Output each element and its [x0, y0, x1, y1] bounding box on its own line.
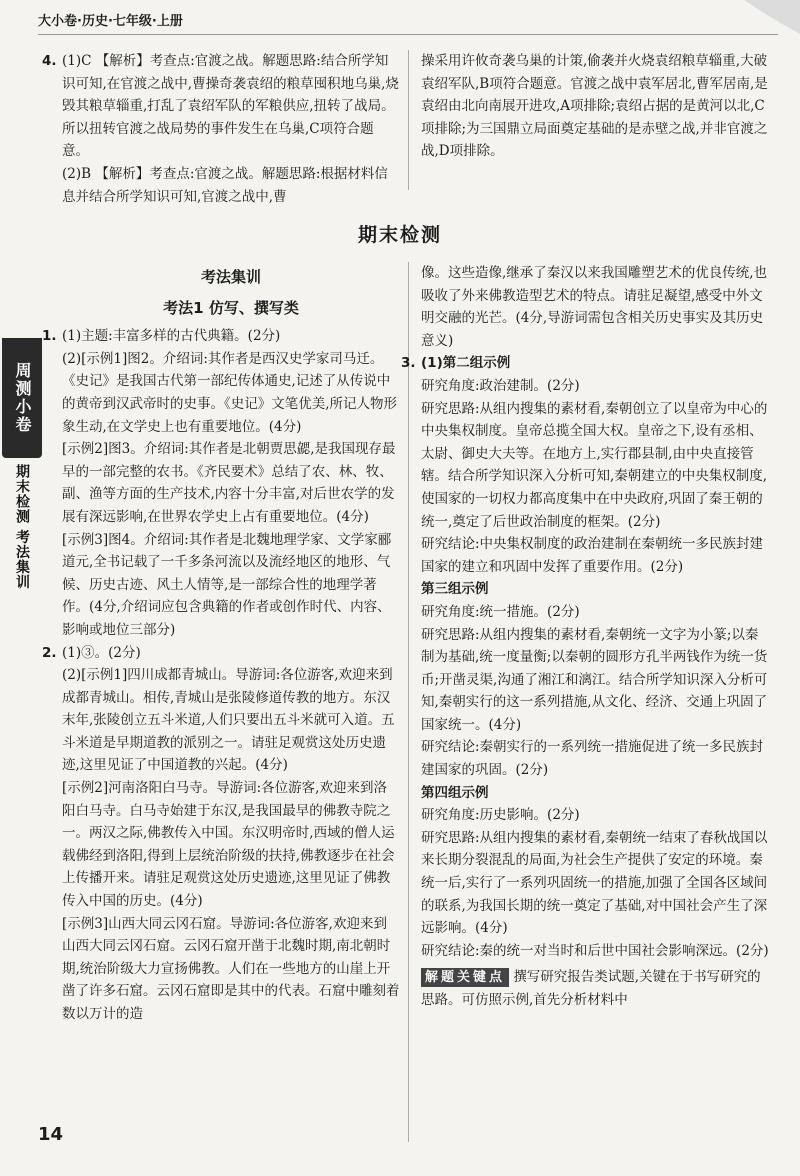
answer-paragraph: (1)主题:丰富多样的古代典籍。(2分)	[62, 328, 281, 345]
right-column	[401, 262, 771, 1012]
key-point-text: 撰写研究报告类试题,关键在于书写研究的思路。可仿照示例,首先分析材料中	[421, 969, 761, 1008]
research-idea: 研究思路:从组内搜集的素材看,秦朝统一文字为小篆;以秦制为基础,统一度量衡;以秦朝的圆形方孔半两钱作为统一货币;开凿灵渠,沟通了湘江和漓江。结合所学知识深入分析可知,秦朝实行的这一系列措施,从文化、经济、交通上巩固了国家统一。(4分)	[421, 626, 768, 733]
research-idea: 研究思路:从组内搜集的素材看,秦朝创立了以皇帝为中心的中央集权制度。皇帝总揽全国大权。皇帝之下,设有丞相、太尉、御史大夫等。在地方上,实行郡县制,由中央直接管辖。结合所学知识深入分析可知,秦朝建立的中央集权制度,使国家的一切权力都高度集中在中央政府,巩固了秦王朝的统一,奠定了后世政治制度的框架。(2分)	[421, 400, 768, 530]
answer-paragraph: [示例3]山西大同云冈石窟。导游词:各位游客,欢迎来到山西大同云冈石窟。云冈石窟开凿于北魏时期,南北朝时期,统治阶级大力宣扬佛教。人们在一些地方的山崖上开凿了许多石窟。云冈石窟即是其中的代表。石窟中雕刻着数以万计的造	[62, 915, 400, 1022]
answer-paragraph: 像。这些造像,继承了秦汉以来我国雕塑艺术的优良传统,也吸收了外来佛教造型艺术的特点。请驻足凝望,感受中外文明交融的光芒。(4分,导游词需包含相关历史事实及其历史意义)	[421, 265, 768, 349]
column-divider	[408, 50, 409, 190]
column-divider	[408, 262, 409, 1142]
key-point-badge: 解题关键点	[421, 968, 509, 987]
left-column	[42, 262, 400, 1026]
group-heading: 第四组示例	[421, 784, 489, 801]
top-right-column	[421, 50, 771, 163]
question-number: 4.	[42, 53, 57, 69]
question-number: 3.	[401, 355, 416, 372]
question-number: 2.	[42, 644, 57, 661]
side-tab	[0, 338, 42, 598]
research-angle: 研究角度:政治建制。(2分)	[421, 377, 580, 394]
research-angle: 研究角度:统一措施。(2分)	[421, 603, 580, 620]
research-conclusion: 研究结论:中央集权制度的政治建制在秦朝统一多民族封建国家的建立和巩固中发挥了重要作用。(2分)	[421, 536, 764, 575]
research-idea: 研究思路:从组内搜集的素材看,秦朝统一结束了春秋战国以来长期分裂混乱的局面,为社会生产提供了安定的环境。秦统一后,实行了一系列巩固统一的措施,加强了全国各区域间的联系,为我国长期的统一奠定了基础,对中国社会产生了深远影响。(4分)	[421, 829, 768, 937]
header-divider	[38, 34, 778, 35]
answer-paragraph: (2)[示例1]图2。介绍词:其作者是西汉史学家司马迁。《史记》是我国古代第一部纪传体通史,记述了从传说中的黄帝到汉武帝时的史事。《史记》文笔优美,所记人物形象生动,在文学史上也有重要地位。(4分)	[62, 350, 398, 435]
subsection-title: 考法集训	[200, 268, 261, 286]
answer-paragraph: 操采用许攸奇袭乌巢的计策,偷袭并火烧袁绍粮草辎重,大破袁绍军队,B项符合题意。官渡之战中袁军居北,曹军居南,是袁绍由北向南展开进攻,A项排除;袁绍占据的是黄河以北,C项排除;为三国鼎立局面奠定基础的是赤壁之战,并非官渡之战,D项排除。	[421, 53, 768, 160]
group-heading: (1)第二组示例	[421, 355, 511, 372]
page-number: 14	[38, 1124, 64, 1145]
answer-paragraph: (2)[示例1]四川成都青城山。导游词:各位游客,欢迎来到成都青城山。相传,青城山是张陵修道传教的地方。东汉末年,张陵创立五斗米道,人们只要出五斗米就可入道。五斗米道是早期道教的派别之一。请驻足观赏这处历史遗迹,这里见证了中国道教的兴起。(4分)	[62, 667, 395, 774]
research-conclusion: 研究结论:秦的统一对当时和后世中国社会影响深远。(2分)	[421, 942, 769, 959]
side-tab-main: 周测小卷	[2, 338, 42, 458]
question-number: 1.	[42, 328, 57, 345]
top-left-column	[42, 50, 400, 208]
answer-paragraph: (1)C 【解析】考查点:官渡之战。解题思路:结合所学知识可知,在官渡之战中,曹操奇袭袁绍的粮草囤积地乌巢,烧毁其粮草辎重,打乱了袁绍军队的军粮供应,扭转了战局。所以扭转官渡之战局势的事件发生在乌巢,C项符合题意。	[62, 53, 399, 160]
section-title: 期末检测	[357, 224, 442, 246]
side-tab-sub: 期末检测 考法集训	[14, 464, 30, 590]
page-curl-graphic	[744, 0, 800, 34]
answer-paragraph: [示例2]图3。介绍词:其作者是北朝贾思勰,是我国现存最早的一部完整的农书。《齐民要术》总结了农、林、牧、副、渔等方面的生产技术,内容十分丰富,对后世农学的发展有深远影响,在世界农学史上占有重要地位。(4分)	[62, 441, 396, 525]
answer-paragraph: [示例3]图4。介绍词:其作者是北魏地理学家、文学家郦道元,全书记载了一千多条河流以及流经地区的地形、气候、历史古迹、风土人情等,是一部综合性的地理学著作。(4分,介绍词应包含典籍的作者或创作时代、内容、影响或地位三部分)	[62, 531, 392, 638]
research-angle: 研究角度:历史影响。(2分)	[421, 807, 580, 824]
page-header: 大小卷·历史·七年级·上册	[38, 14, 183, 29]
answer-paragraph: [示例2]河南洛阳白马寺。导游词:各位游客,欢迎来到洛阳白马寺。白马寺始建于东汉,是我国最早的佛教寺院之一。两汉之际,佛教传入中国。东汉明帝时,西域的僧人运载佛经到洛阳,得到上层统治阶级的扶持,佛教逐步在社会上传播开来。请驻足观赏这处历史遗迹,这里见证了佛教传入中国的历史。(4分)	[62, 780, 395, 910]
method-title: 考法1 仿写、撰写类	[163, 298, 299, 317]
group-heading: 第三组示例	[421, 581, 489, 598]
research-conclusion: 研究结论:秦朝实行的一系列统一措施促进了统一多民族封建国家的巩固。(2分)	[421, 739, 764, 779]
answer-paragraph: (2)B 【解析】考查点:官渡之战。解题思路:根据材料信息并结合所学知识可知,官渡之战中,曹	[62, 165, 388, 205]
answer-paragraph: (1)③。(2分)	[62, 644, 141, 661]
